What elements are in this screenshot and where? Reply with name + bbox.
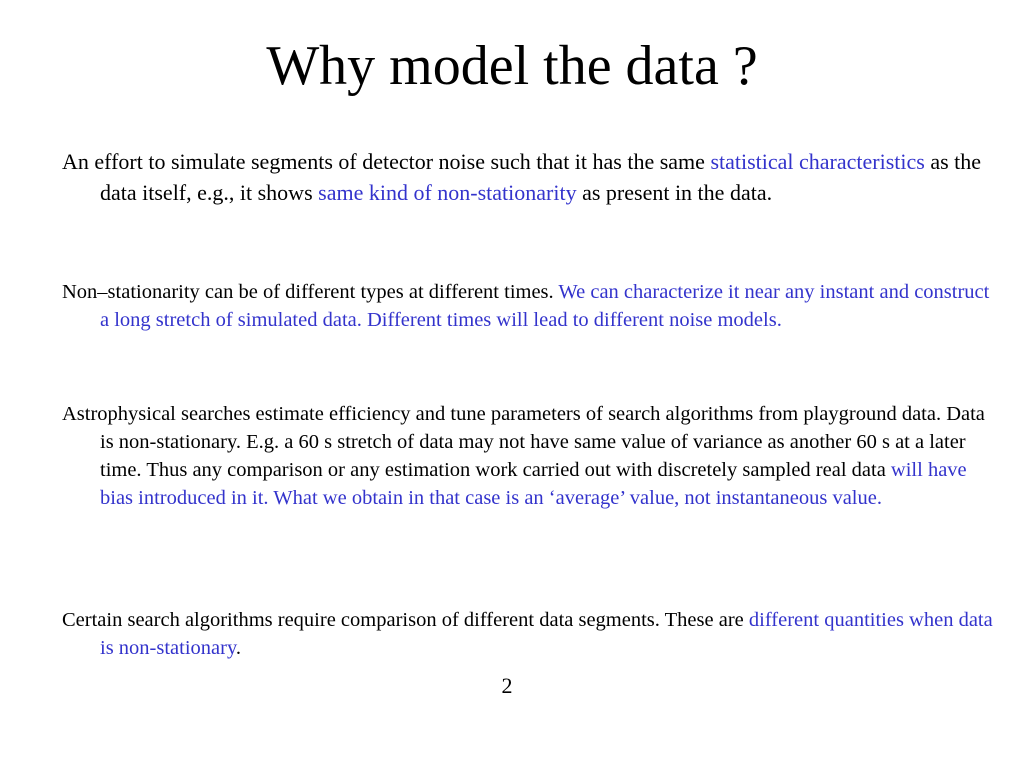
p2-text-1: Non–stationarity can be of different types at different times.	[62, 281, 559, 303]
p3-highlight-bias: will have bias introduced in it. What we obtain in that case is an ‘average’ value, not instantaneous value.	[100, 459, 967, 509]
p3-text-1: Astrophysical searches estimate efficiency and tune parameters of search algorithms from playground data. Data is non-stationary. E.g. a 60 s stretch of data may not have same value of variance as another 60 s at a later time. Thus any comparison or any estimation work carried out with discretely sampled real data	[62, 403, 985, 481]
paragraph-search-algorithms	[62, 606, 1000, 662]
paragraph-noise-simulation	[62, 146, 1000, 208]
paragraph-non-stationarity	[62, 278, 1000, 334]
p4-text-2: .	[235, 637, 242, 659]
p1-text-1: An effort to simulate segments of detector noise such that it has the same	[62, 149, 711, 174]
p1-highlight-statistical-characteristics: statistical characteristics	[710, 149, 925, 174]
page-number: 2	[501, 673, 513, 698]
paragraph-astrophysical-searches	[62, 400, 1000, 512]
slide-title: Why model the data ?	[266, 35, 758, 97]
p2-highlight-characterize: We can characterize it near any instant and construct a long stretch of simulated data. Different times will lead to different noise models.	[100, 281, 990, 331]
p1-highlight-non-stationarity: same kind of non-stationarity	[318, 180, 577, 205]
p1-text-2: as the data itself, e.g., it shows	[100, 149, 982, 205]
p4-highlight-different-quantities: different quantities when data is non-stationary	[100, 609, 993, 659]
p1-text-3: as present in the data.	[576, 180, 773, 205]
p4-text-1: Certain search algorithms require comparison of different data segments. These are	[62, 609, 749, 631]
